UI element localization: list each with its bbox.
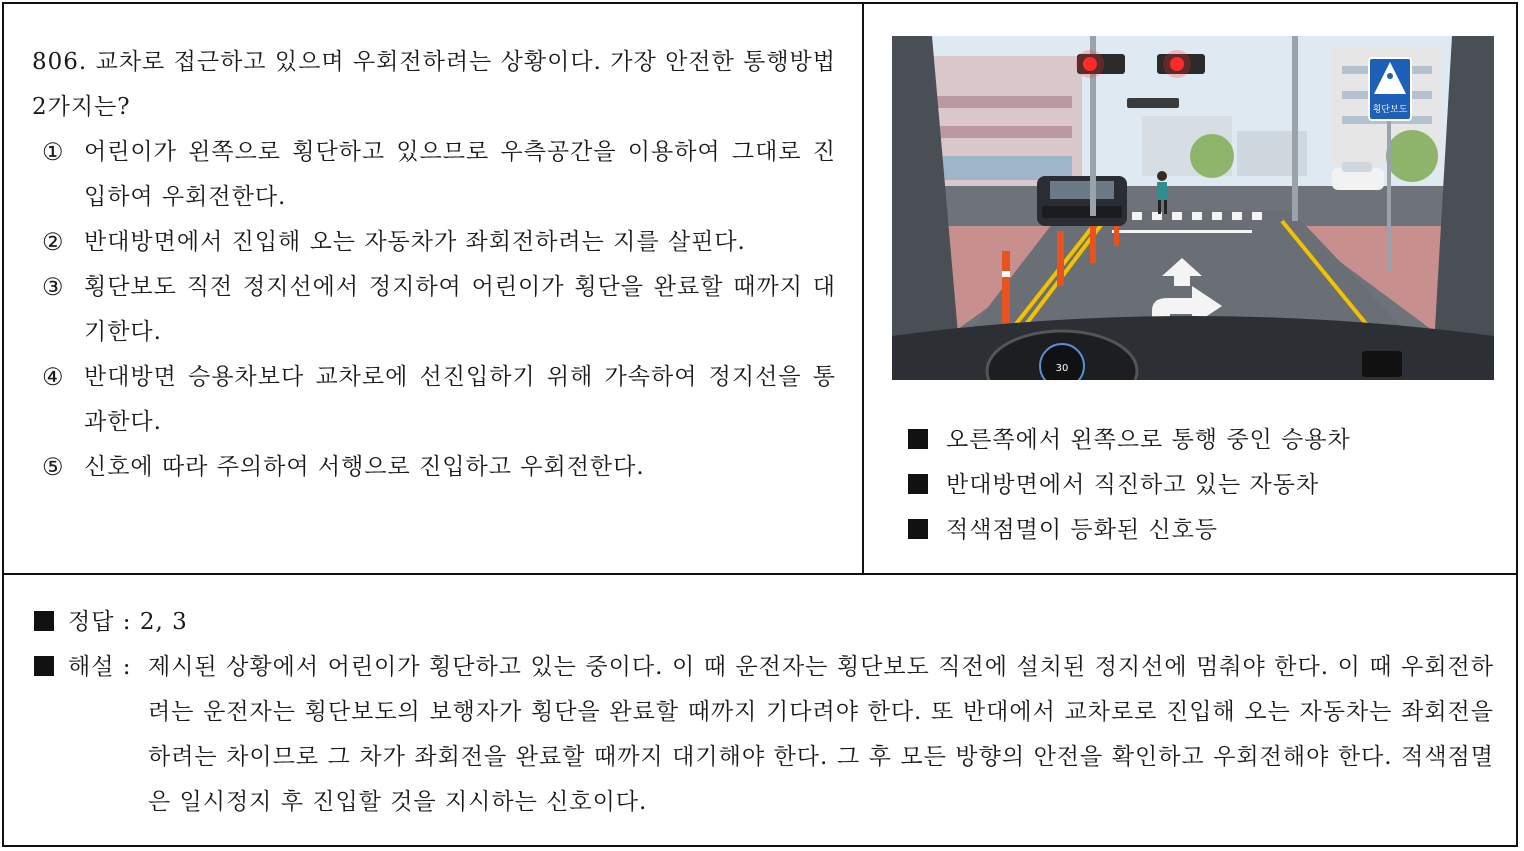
option-5[interactable]: [32, 445, 836, 490]
situation-item: 반대방면에서 직진하고 있는 자동차: [908, 463, 1498, 508]
option-text: 반대방면 승용차보다 교차로에 선진입하기 위해 가속하여 정지선을 통과한다.: [84, 364, 836, 435]
traffic-signal-left: [1076, 50, 1125, 78]
square-bullet-icon: [34, 611, 54, 631]
question-title: 806. 교차로 접근하고 있으며 우회전하려는 상황이다. 가장 안전한 통행방법 2가지는?: [32, 49, 836, 120]
square-bullet-icon: [908, 429, 928, 449]
option-text: 신호에 따라 주의하여 서행으로 진입하고 우회전한다.: [84, 454, 645, 480]
column-divider: [862, 2, 864, 574]
answer-value: 2, 3: [139, 609, 188, 635]
question-block: [32, 40, 836, 490]
crosswalk-sign-text: 횡단보도: [1372, 105, 1408, 115]
stop-line: [1112, 230, 1252, 233]
square-bullet-icon: [908, 519, 928, 539]
explanation-label: 해설 :: [68, 654, 132, 680]
option-text: 횡단보도 직전 정지선에서 정지하여 어린이가 횡단을 완료할 때까지 대기한다.: [84, 274, 836, 345]
square-bullet-icon: [908, 474, 928, 494]
option-3[interactable]: [32, 265, 836, 355]
situation-list: [908, 418, 1498, 553]
option-1[interactable]: [32, 130, 836, 220]
option-number: ①: [42, 138, 65, 166]
answer-block: [34, 600, 1494, 825]
oncoming-suv: [1037, 176, 1127, 226]
option-number: ④: [42, 363, 65, 391]
option-text: 어린이가 왼쪽으로 횡단하고 있으므로 우측공간을 이용하여 그대로 진입하여 우회전한다.: [84, 139, 836, 210]
option-2[interactable]: [32, 220, 836, 265]
answer-label: 정답 :: [68, 609, 140, 635]
pedestrian-signal: [1127, 98, 1179, 108]
option-4[interactable]: [32, 355, 836, 445]
infotainment-screen: [1362, 351, 1402, 377]
signal-pole-right: [1292, 36, 1298, 221]
answer-row: [34, 600, 1494, 645]
square-bullet-icon: [34, 656, 54, 676]
crosswalk-sign: [1369, 58, 1411, 120]
situation-item: 오른쪽에서 왼쪽으로 통행 중인 승용차: [908, 418, 1498, 463]
traffic-signal-right: [1157, 50, 1205, 78]
option-number: ⑤: [42, 453, 65, 481]
option-text: 반대방면에서 진입해 오는 자동차가 좌회전하려는 지를 살핀다.: [84, 229, 746, 255]
option-number: ②: [42, 228, 65, 256]
section-divider: [2, 573, 1518, 575]
option-number: ③: [42, 273, 65, 301]
explanation-row: [34, 645, 1494, 825]
speed-readout: 30: [1055, 363, 1069, 374]
situation-item: 적색점멸이 등화된 신호등: [908, 508, 1498, 553]
explanation-text: 제시된 상황에서 어린이가 횡단하고 있는 중이다. 이 때 운전자는 횡단보도 직전에 설치된 정지선에 멈춰야 한다. 이 때 우회전하려는 운전자는 횡단보도의 보행자가 횡단을 완료할 때까지 기다려야 한다. 또 반대에서 교차로로 진입해 오는 자동차는 좌회전을 하려는 차이므로 그 차가 좌회전을 완료할 때까지 대기해야 한다. 그 후 모든 방향의 안전을 확인하고 우회전해야 한다. 적색점멸은 일시정지 후 진입할 것을 지시하는 신호이다.: [148, 654, 1494, 815]
intersection-illustration: [892, 36, 1494, 380]
